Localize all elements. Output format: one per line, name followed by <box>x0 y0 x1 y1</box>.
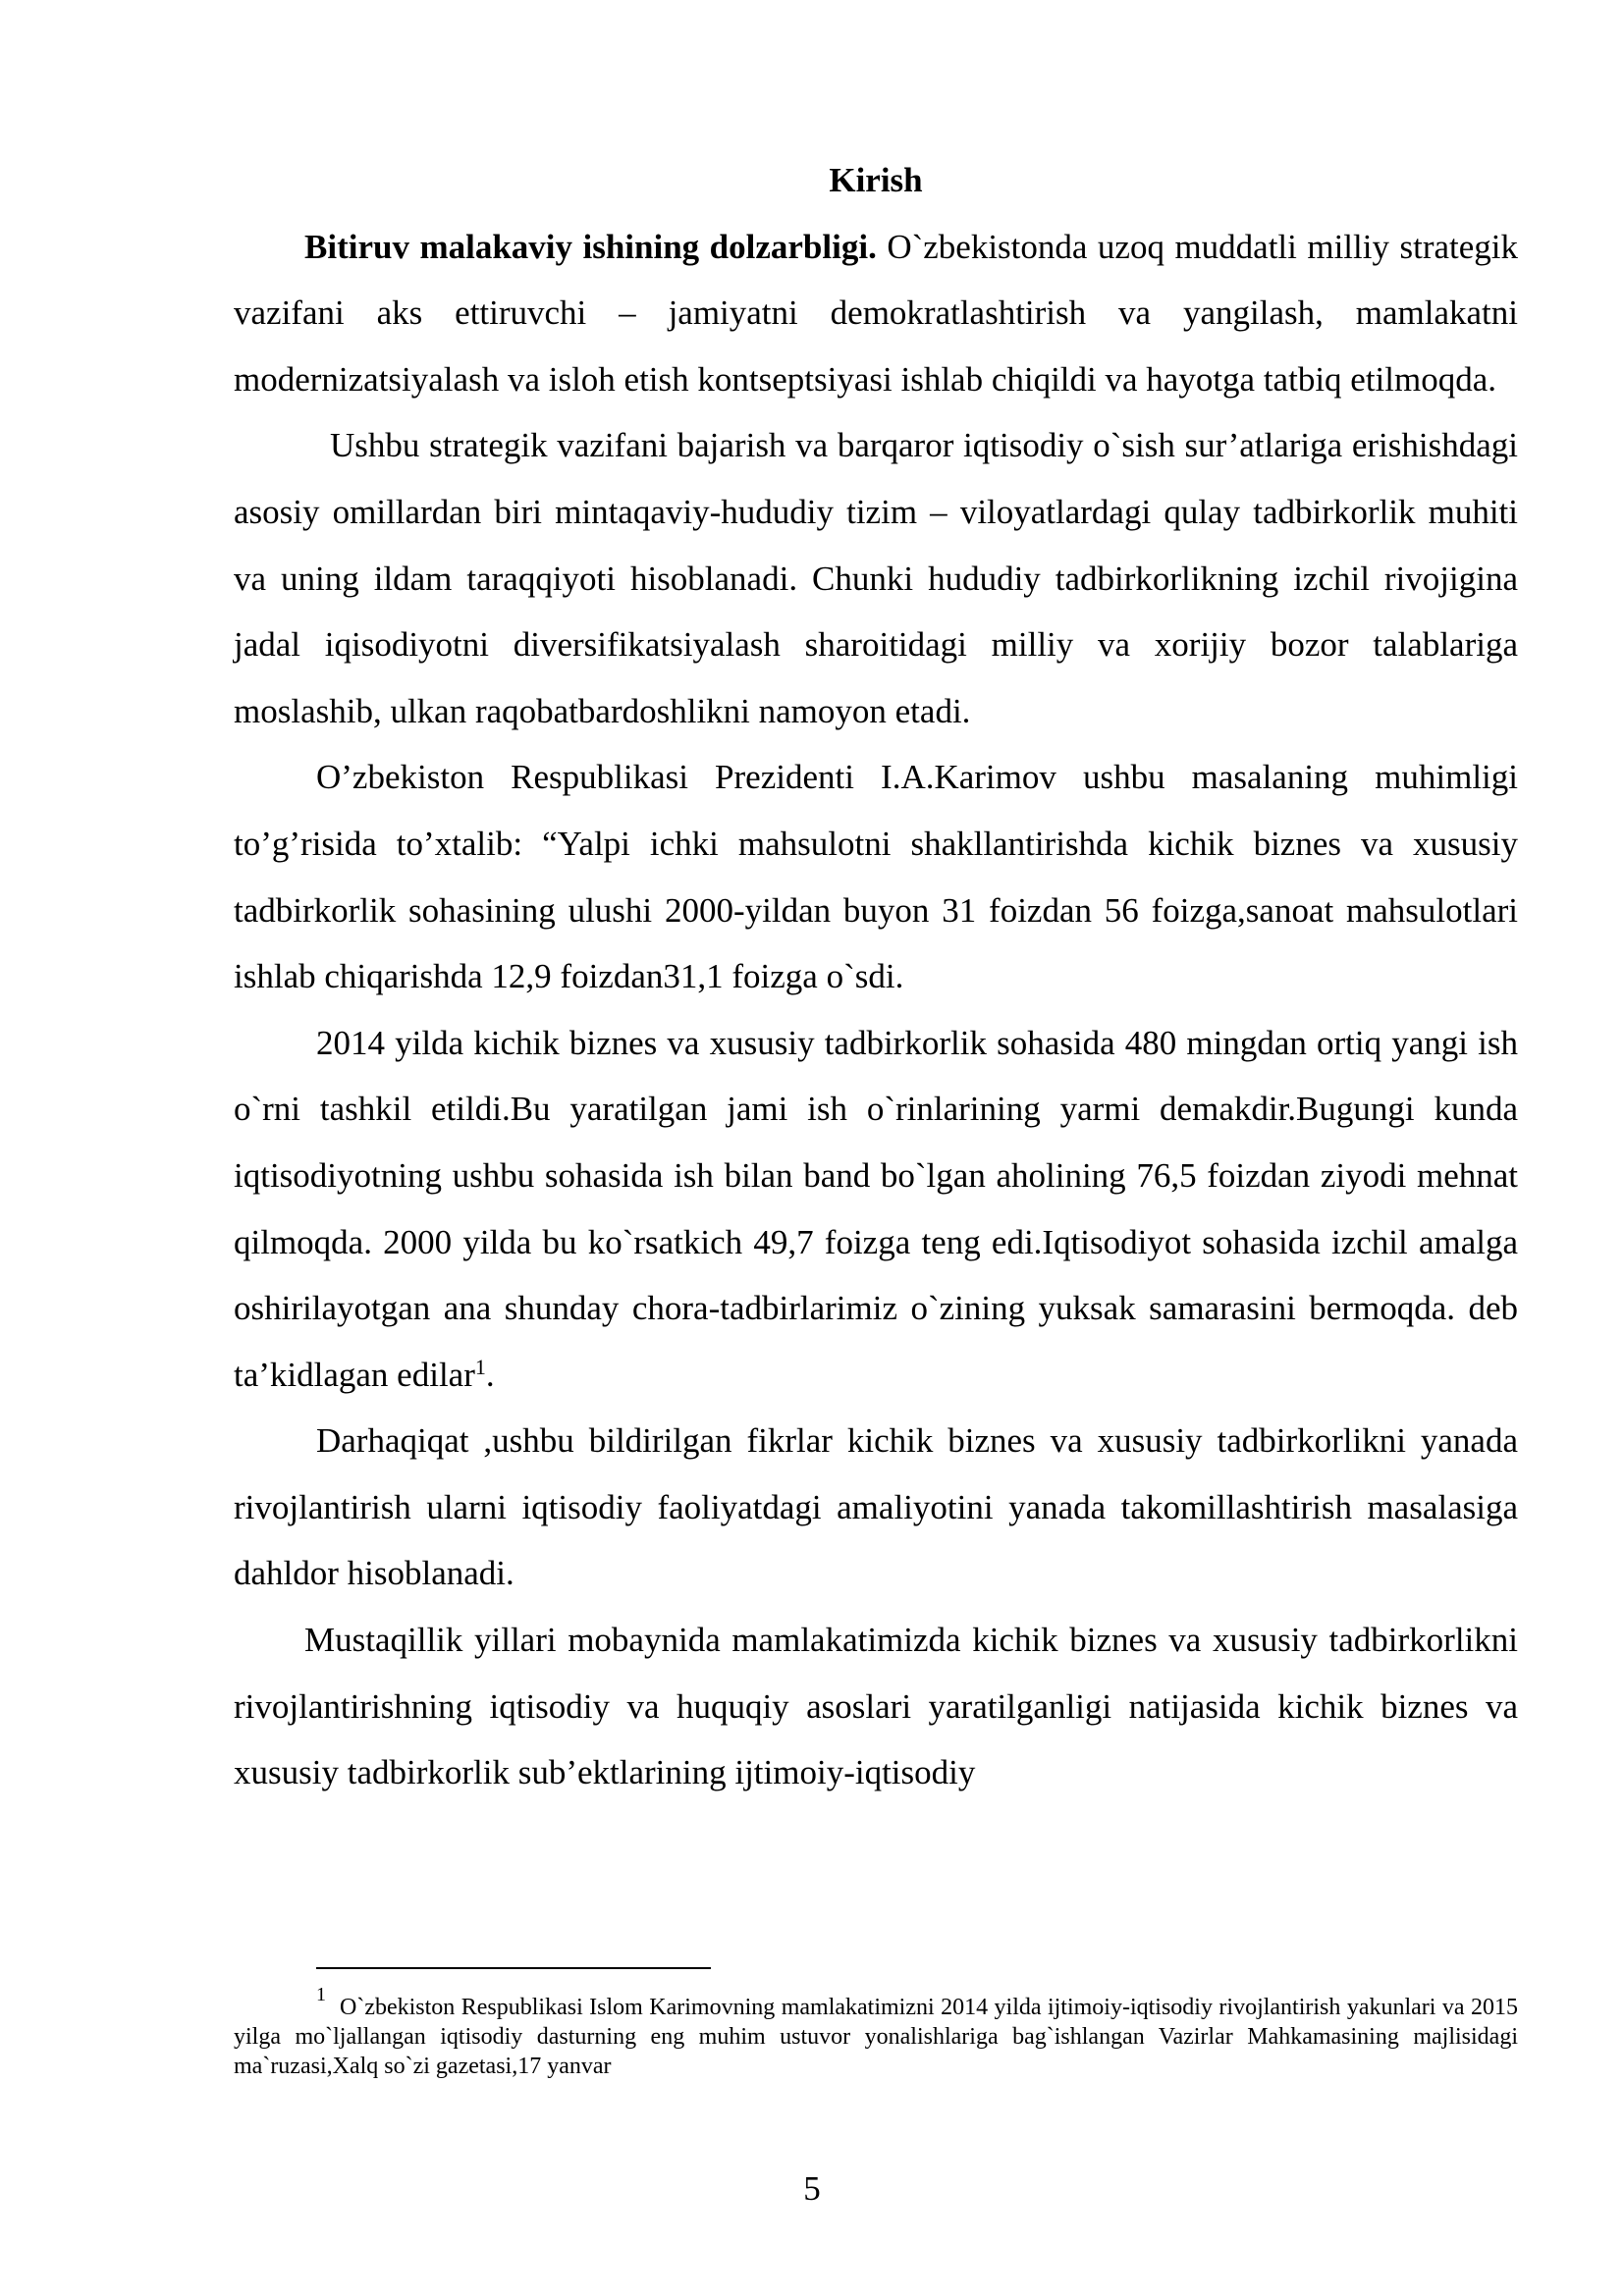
footnote-reference: 1 <box>474 1354 486 1379</box>
paragraph-relevance <box>234 214 1518 413</box>
paragraph-independence: Mustaqillik yillari mobaynida mamlakatimizda kichik biznes va xususiy tadbirkorlikni rivojlantirishning iqtisodiy va huquqiy asoslari yaratilganligi natijasida kichik biznes va xususiy tadbirkorlik sub’ektlarining ijtimoiy-iqtisodiy <box>234 1621 1518 1792</box>
footnote-mark: 1 <box>316 1984 326 2005</box>
section-heading: Kirish <box>829 161 923 199</box>
paragraph-conclusion: Darhaqiqat ,ushbu bildirilgan fikrlar kichik biznes va xususiy tadbirkorlikni yanada rivojlantirish ularni iqtisodiy faoliyatdagi amaliyotini yanada takomillashtirish masalasiga dahldor hisoblanadi. <box>234 1421 1518 1593</box>
paragraph-lead: Bitiruv malakaviy ishining dolzarbligi. <box>304 227 877 266</box>
body-text <box>234 147 1518 1806</box>
footnote <box>234 1984 1518 2081</box>
footnote-separator <box>316 1967 711 1969</box>
paragraph-end: . <box>485 1355 495 1394</box>
paragraph-text: 2014 yilda kichik biznes va xususiy tadbirkorlik sohasida 480 mingdan ortiq yangi ish o`rni tashkil etildi.Bu yaratilgan jami ish o`rinlarining yarmi demakdir.Bugungi kunda iqtisodiyotning ushbu sohasida ish bilan band bo`lgan aholining 76,5 foizdan ziyodi mehnat qilmoqda. 2000 yilda bu ko`rsatkich 49,7 foizga teng edi.Iqtisodiyot sohasida izchil amalga oshirilayotgan ana shunday chora-tadbirlarimiz o`zining yuksak samarasini bermoqda. deb ta’kidlagan edilar <box>234 1023 1518 1394</box>
paragraph-employment <box>234 1010 1518 1409</box>
footnote-text: O`zbekiston Respublikasi Islom Karimovning mamlakatimizni 2014 yilda ijtimoiy-iqtisodiy rivojlantirish yakunlari va 2015 yilga mo`ljallangan iqtisodiy dasturning eng muhim ustuvor yonalishlariga bag`ishlangan Vazirlar Mahkamasining majlisidagi ma`ruzasi,Xalq so`zi gazetasi,17 yanvar <box>234 1995 1518 2079</box>
paragraph-president-quote: O’zbekiston Respublikasi Prezidenti I.A.Karimov ushbu masalaning muhimligi to’g’risida to’xtalib: “Yalpi ichki mahsulotni shakllantirishda kichik biznes va xususiy tadbirkorlik sohasining ulushi 2000-yildan buyon 31 foizdan 56 foizga,sanoat mahsulotlari ishlab chiqarishda 12,9 foizdan31,1 foizga o`sdi. <box>234 758 1518 996</box>
paragraph-strategy: Ushbu strategik vazifani bajarish va barqaror iqtisodiy o`sish sur’atlariga erishishdagi asosiy omillardan biri mintaqaviy-hududiy tizim – viloyatlardagi qulay tadbirkorlik muhiti va uning ildam taraqqiyoti hisoblanadi. Chunki hududiy tadbirkorlikning izchil rivojigina jadal iqisodiyotni diversifikatsiyalash sharoitidagi milliy va xorijiy bozor talablariga moslashib, ulkan raqobatbardoshlikni namoyon etadi. <box>234 426 1518 730</box>
paragraph-text: O`zbekistonda uzoq muddatli milliy strategik vazifani aks ettiruvchi – jamiyatni demokratlashtirish va yangilash, mamlakatni modernizatsiyalash va isloh etish kontseptsiyasi ishlab chiqildi va hayotga tatbiq etilmoqda. <box>234 227 1518 399</box>
page-number: 5 <box>803 2169 821 2208</box>
